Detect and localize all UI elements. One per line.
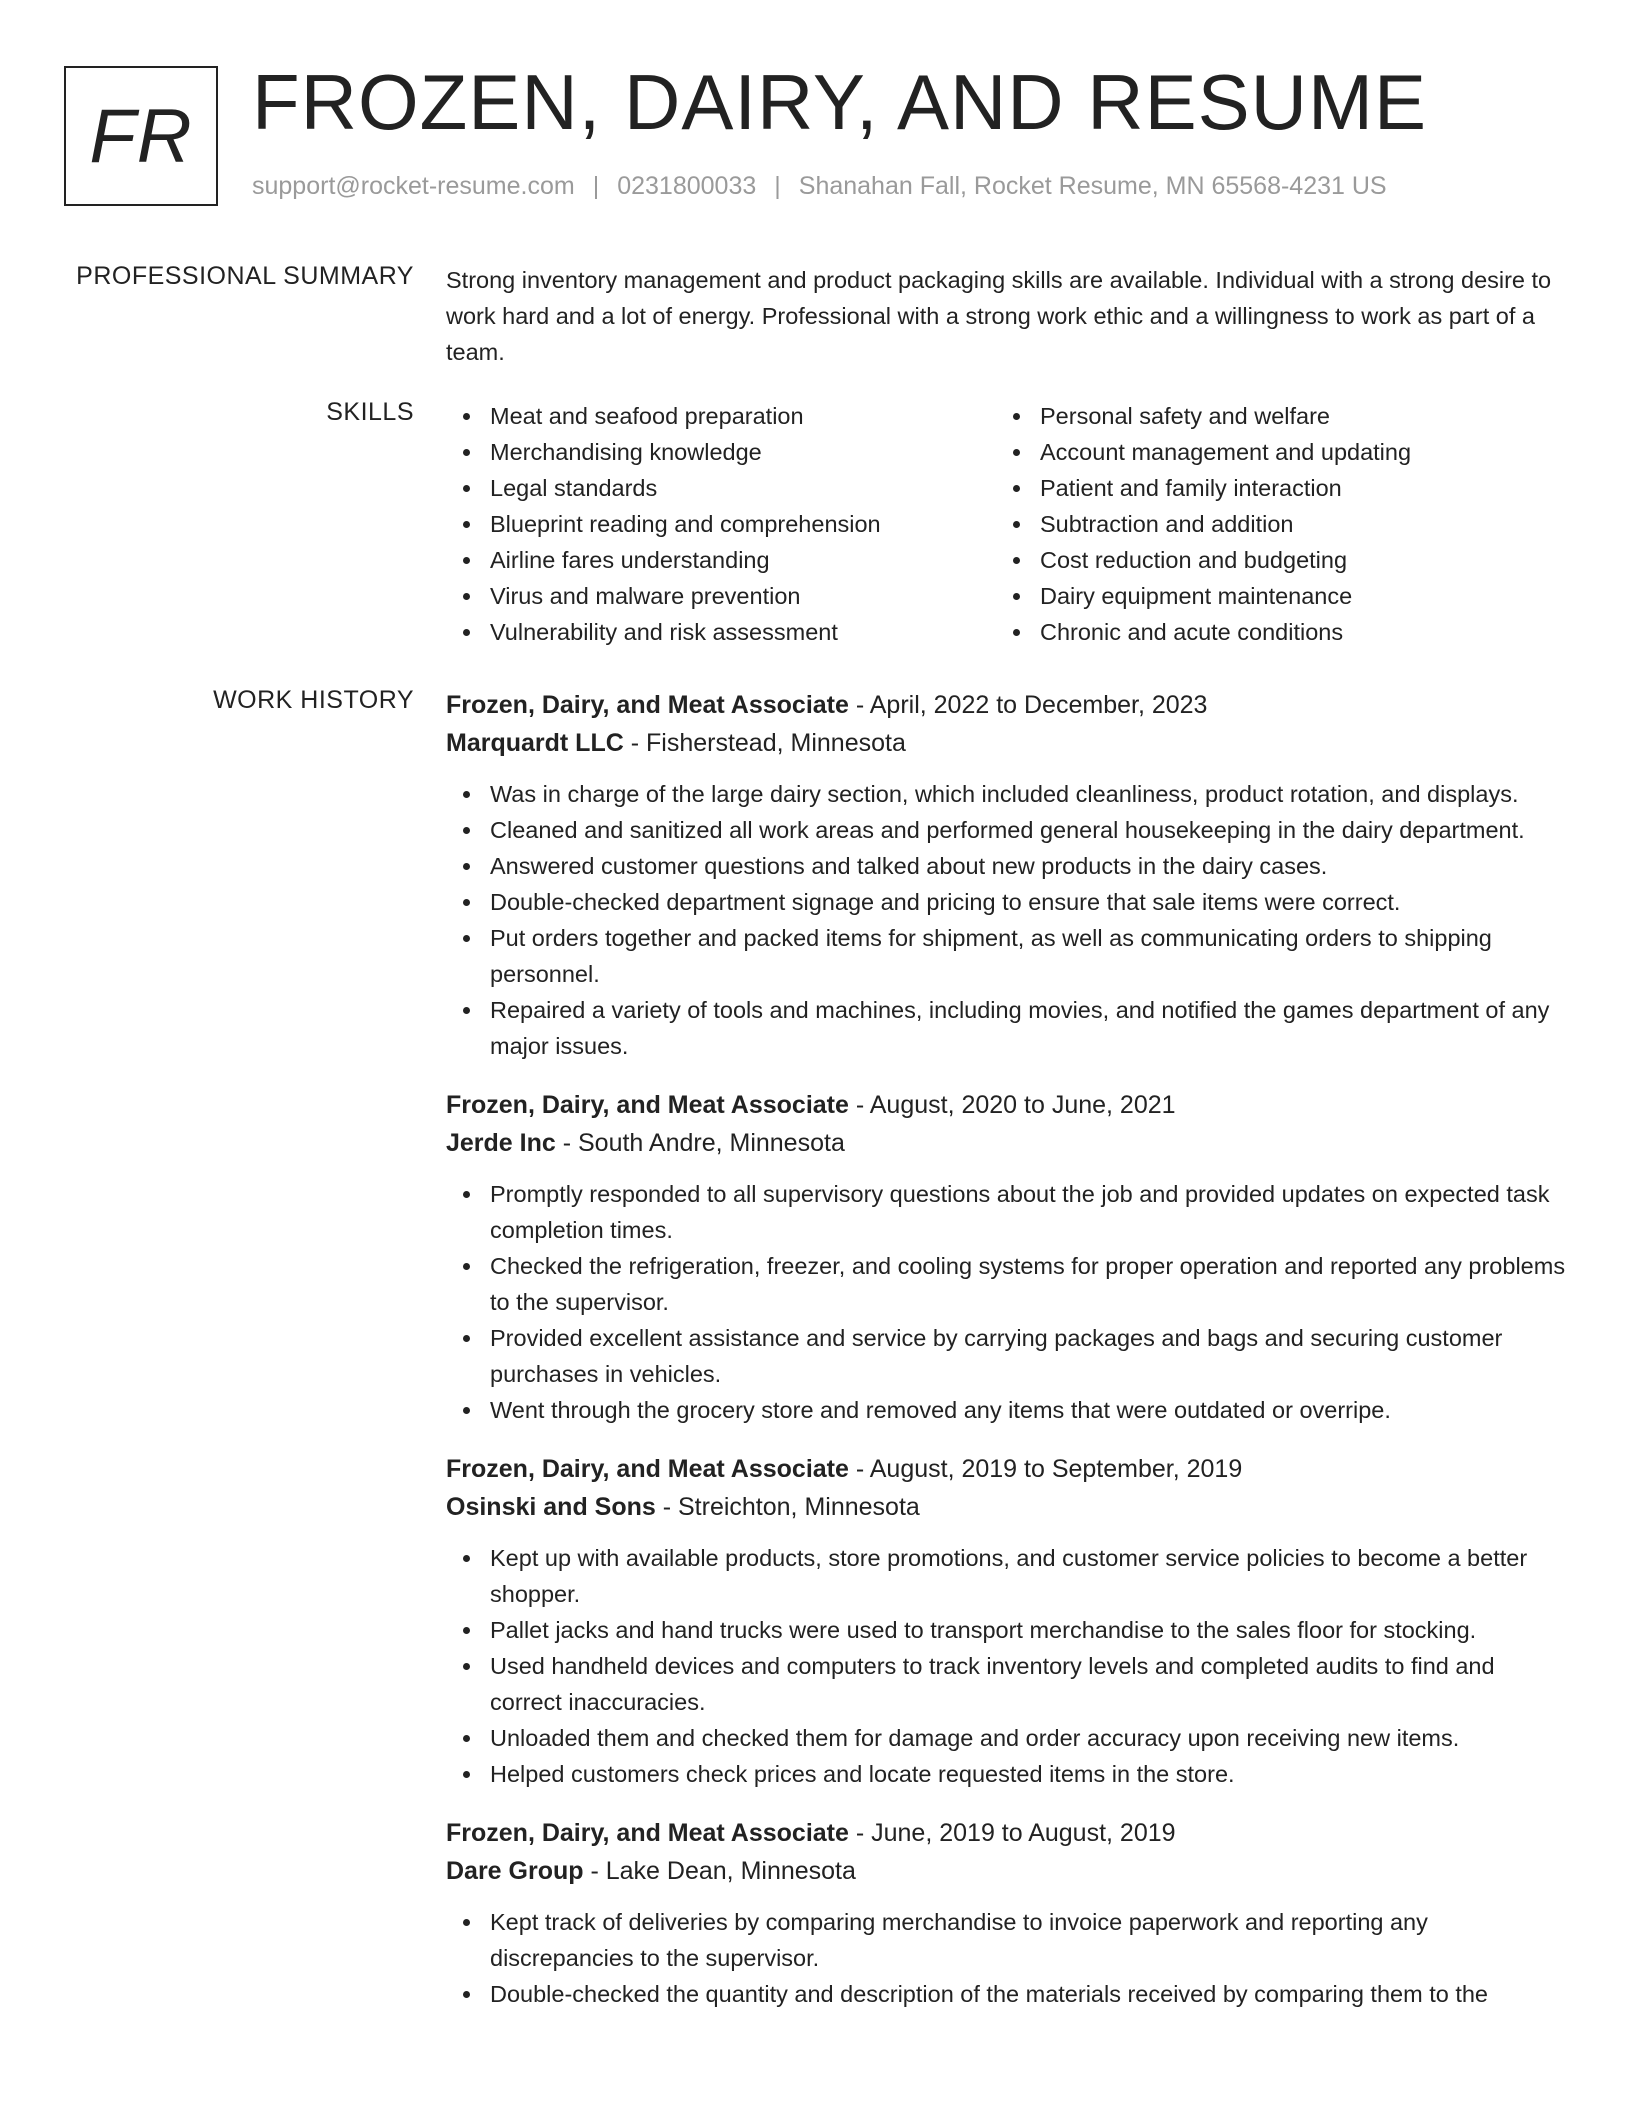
job-bullet: Put orders together and packed items for shipment, as well as communicating orders to shipping personnel. xyxy=(446,920,1566,992)
monogram-logo: FR xyxy=(64,66,218,206)
contact-phone: 0231800033 xyxy=(617,172,757,200)
job-bullet: Promptly responded to all supervisory questions about the job and provided updates on expected task completion times. xyxy=(446,1176,1566,1248)
job-dates: - August, 2020 to June, 2021 xyxy=(848,1091,1176,1119)
skills-list-right xyxy=(996,398,1546,650)
contact-line xyxy=(252,172,1387,201)
skill-item: Chronic and acute conditions xyxy=(996,614,1546,650)
job-bullet-list xyxy=(446,1904,1566,2012)
job-title: Frozen, Dairy, and Meat Associate xyxy=(446,1819,849,1847)
job-entry xyxy=(446,686,1566,1064)
job-title-line xyxy=(446,686,1566,724)
skill-item: Account management and updating xyxy=(996,434,1546,470)
job-company: Dare Group xyxy=(446,1857,584,1885)
job-bullet: Provided excellent assistance and service by carrying packages and bags and securing customer purchases in vehicles. xyxy=(446,1320,1566,1392)
skill-item: Merchandising knowledge xyxy=(446,434,996,470)
section-label-skills: SKILLS xyxy=(326,398,414,426)
job-location: - Lake Dean, Minnesota xyxy=(583,1857,856,1885)
skills-list-left xyxy=(446,398,996,650)
job-entry xyxy=(446,1450,1566,1792)
job-company-line xyxy=(446,724,1566,762)
job-company-line xyxy=(446,1124,1566,1162)
job-bullet: Kept track of deliveries by comparing merchandise to invoice paperwork and reporting any discrepancies to the supervisor. xyxy=(446,1904,1566,1976)
job-dates: - April, 2022 to December, 2023 xyxy=(848,691,1208,719)
skill-item: Subtraction and addition xyxy=(996,506,1546,542)
job-bullet-list xyxy=(446,1540,1566,1792)
skill-item: Personal safety and welfare xyxy=(996,398,1546,434)
job-company: Marquardt LLC xyxy=(446,729,624,757)
job-bullet: Went through the grocery store and removed any items that were outdated or overripe. xyxy=(446,1392,1566,1428)
job-title: Frozen, Dairy, and Meat Associate xyxy=(446,1455,849,1483)
summary-body xyxy=(446,262,1566,370)
job-title: Frozen, Dairy, and Meat Associate xyxy=(446,1091,849,1119)
contact-separator: | xyxy=(774,172,781,200)
skill-item: Virus and malware prevention xyxy=(446,578,996,614)
skill-item: Meat and seafood preparation xyxy=(446,398,996,434)
skill-item: Legal standards xyxy=(446,470,996,506)
section-label-summary: PROFESSIONAL SUMMARY xyxy=(76,262,414,290)
job-dates: - August, 2019 to September, 2019 xyxy=(848,1455,1243,1483)
job-bullet: Used handheld devices and computers to track inventory levels and completed audits to find and correct inaccuracies. xyxy=(446,1648,1566,1720)
job-company-line xyxy=(446,1488,1566,1526)
job-entry xyxy=(446,1814,1566,2012)
skill-item: Vulnerability and risk assessment xyxy=(446,614,996,650)
skill-item: Airline fares understanding xyxy=(446,542,996,578)
job-bullet: Repaired a variety of tools and machines, including movies, and notified the games department of any major issues. xyxy=(446,992,1566,1064)
job-title-line xyxy=(446,1450,1566,1488)
job-bullet-list xyxy=(446,776,1566,1064)
skills-body xyxy=(446,398,1566,650)
skills-columns xyxy=(446,398,1566,650)
skill-item: Dairy equipment maintenance xyxy=(996,578,1546,614)
resume-name: FROZEN, DAIRY, AND RESUME xyxy=(252,58,1428,146)
job-bullet: Unloaded them and checked them for damage and order accuracy upon receiving new items. xyxy=(446,1720,1566,1756)
job-bullet: Answered customer questions and talked about new products in the dairy cases. xyxy=(446,848,1566,884)
job-bullet: Helped customers check prices and locate requested items in the store. xyxy=(446,1756,1566,1792)
job-bullet: Double-checked the quantity and description of the materials received by comparing them to the xyxy=(446,1976,1566,2012)
job-company: Jerde Inc xyxy=(446,1129,556,1157)
job-dates: - June, 2019 to August, 2019 xyxy=(848,1819,1176,1847)
job-title-line xyxy=(446,1086,1566,1124)
section-label-work-history: WORK HISTORY xyxy=(213,686,414,714)
job-bullet: Was in charge of the large dairy section, which included cleanliness, product rotation, and displays. xyxy=(446,776,1566,812)
skill-item: Blueprint reading and comprehension xyxy=(446,506,996,542)
job-bullet: Pallet jacks and hand trucks were used to transport merchandise to the sales floor for stocking. xyxy=(446,1612,1566,1648)
work-history-body xyxy=(446,686,1566,2034)
job-title: Frozen, Dairy, and Meat Associate xyxy=(446,691,849,719)
contact-separator: | xyxy=(592,172,600,200)
job-company-line xyxy=(446,1852,1566,1890)
job-bullet: Kept up with available products, store promotions, and customer service policies to become a better shopper. xyxy=(446,1540,1566,1612)
contact-email: support@rocket-resume.com xyxy=(252,172,575,200)
job-bullet: Cleaned and sanitized all work areas and performed general housekeeping in the dairy department. xyxy=(446,812,1566,848)
job-title-line xyxy=(446,1814,1566,1852)
skill-item: Patient and family interaction xyxy=(996,470,1546,506)
job-entry xyxy=(446,1086,1566,1428)
job-bullet-list xyxy=(446,1176,1566,1428)
summary-text: Strong inventory management and product packaging skills are available. Individual with a strong desire to work hard and a lot of energy. Professional with a strong work ethic and a willingness to work as part of a team. xyxy=(446,267,1552,365)
job-bullet: Checked the refrigeration, freezer, and cooling systems for proper operation and reported any problems to the supervisor. xyxy=(446,1248,1566,1320)
job-location: - South Andre, Minnesota xyxy=(555,1129,845,1157)
job-bullet: Double-checked department signage and pricing to ensure that sale items were correct. xyxy=(446,884,1566,920)
contact-address: Shanahan Fall, Rocket Resume, MN 65568-4231 US xyxy=(798,172,1387,200)
job-location: - Streichton, Minnesota xyxy=(655,1493,920,1521)
skill-item: Cost reduction and budgeting xyxy=(996,542,1546,578)
job-company: Osinski and Sons xyxy=(446,1493,656,1521)
job-location: - Fisherstead, Minnesota xyxy=(623,729,906,757)
